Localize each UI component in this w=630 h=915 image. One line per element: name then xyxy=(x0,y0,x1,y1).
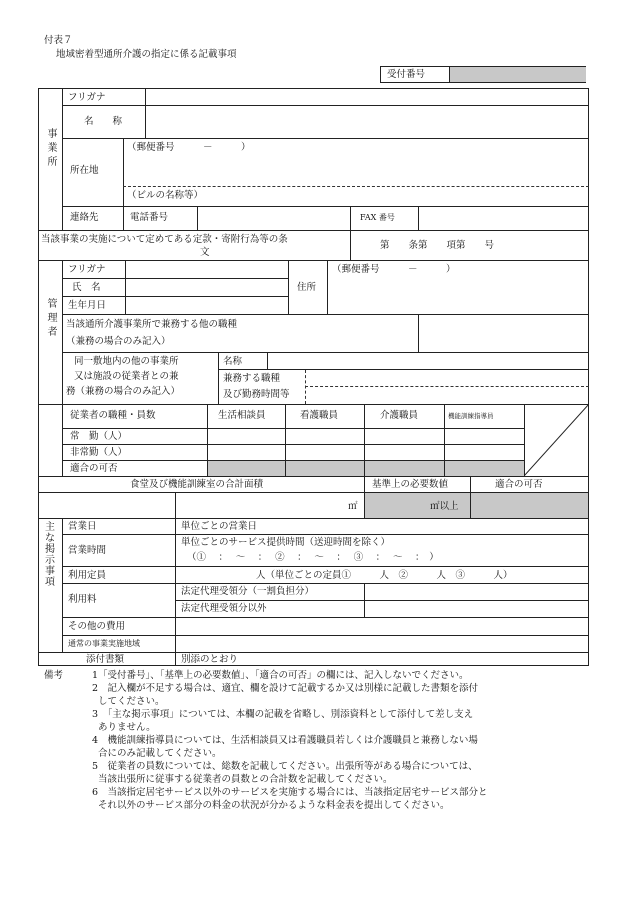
business-address-field[interactable] xyxy=(124,158,588,184)
notices-hours-desc: 単位ごとのサービス提供時間（送迎時間を除く） xyxy=(181,537,391,548)
manager-name-label: 氏 名 xyxy=(72,282,101,293)
remarks-line-9: 当該出張所に従事する従業者の員数との合計数を記載してください。 xyxy=(98,774,393,785)
manager-section-label: 管理者 xyxy=(45,298,56,340)
area-standard-label: 基準上の必要数値 xyxy=(372,479,449,490)
staff-col-caregiver: 介護職員 xyxy=(380,410,419,421)
area-min: ㎡以上 xyxy=(430,501,459,512)
staff-parttime-trainer[interactable] xyxy=(445,445,524,460)
remarks-line-6: 4 機能訓練指導員については、生活相談員又は看護職員若しくは介護職員と兼務しない場 xyxy=(92,735,478,746)
remarks-line-2: 2 記入欄が不足する場合は、適宜、欄を設けて記載するか又は別様に記載した書類を添付 xyxy=(92,683,479,694)
notices-fee-label: 利用料 xyxy=(68,594,97,605)
notices-hours-label: 営業時間 xyxy=(68,545,107,556)
staff-col-nurse: 看護職員 xyxy=(300,410,339,421)
business-address-label: 所在地 xyxy=(70,165,99,176)
notices-section-label: 主な掲示事項 xyxy=(45,522,55,588)
area-compliance-label: 適合の可否 xyxy=(495,479,543,490)
business-name-field[interactable] xyxy=(146,106,588,138)
business-furigana-label: フリガナ xyxy=(68,92,106,103)
staff-header: 従業者の職種・員数 xyxy=(70,410,156,421)
manager-other-role-line2: 及び勤務時間等 xyxy=(223,389,290,400)
page-title: 地域密着型通所介護の指定に係る記載事項 xyxy=(56,49,237,60)
notices-fee-other-field[interactable] xyxy=(365,601,588,617)
remarks-line-1: 1「受付番号」、「基準上の必要数値」、「適合の可否」の欄には、記入しないでください。 xyxy=(92,670,469,681)
manager-other-name-label: 名称 xyxy=(223,356,243,367)
staff-fulltime-counselor[interactable] xyxy=(208,429,285,444)
business-furigana-field[interactable] xyxy=(146,89,588,105)
area-label: 食堂及び機能訓練室の合計面積 xyxy=(130,479,264,490)
notices-area-served-field[interactable] xyxy=(176,636,588,652)
staff-parttime-nurse[interactable] xyxy=(286,445,364,460)
notices-fee-proxy-field[interactable] xyxy=(365,584,588,600)
business-fax-label: FAX 番号 xyxy=(360,213,395,222)
manager-concurrent-line1: 当該通所介護事業所で兼務する他の職種 xyxy=(66,319,238,330)
manager-other-role-field[interactable] xyxy=(306,370,588,403)
staff-compliance-shaded xyxy=(208,461,524,476)
staff-col-counselor: 生活相談員 xyxy=(218,410,266,421)
staff-row-compliance: 適合の可否 xyxy=(70,463,118,474)
notices-hours-slots[interactable]: （① ： ～ ： ② ： ～ ： ③ ： ～ ： ） xyxy=(187,552,439,563)
staff-fulltime-caregiver[interactable] xyxy=(365,429,444,444)
receipt-label: 受付番号 xyxy=(387,69,426,80)
business-phone-label: 電話番号 xyxy=(130,212,169,223)
remarks-line-11: それ以外のサービス部分の料金の状況が分かるような料金表を提出してください。 xyxy=(98,800,450,811)
business-name-label: 名 称 xyxy=(84,116,123,127)
staff-fulltime-trainer[interactable] xyxy=(445,429,524,444)
remarks-line-8: 5 従業者の員数については、総数を記載してください。出張所等がある場合については、 xyxy=(92,761,478,772)
staff-fulltime-nurse[interactable] xyxy=(286,429,364,444)
business-contact-label: 連絡先 xyxy=(70,212,99,223)
business-fax-field[interactable] xyxy=(419,207,588,230)
business-section-label: 事業所 xyxy=(45,128,56,170)
staff-row-parttime: 非常勤（人） xyxy=(70,447,128,458)
notices-fee-other: 法定代理受領分以外 xyxy=(181,603,267,614)
manager-concurrent-line2: （兼務の場合のみ記入） xyxy=(66,336,171,347)
remarks-line-7: 合にのみ記載してください。 xyxy=(98,748,222,759)
staff-row-fulltime: 常 勤（人） xyxy=(70,431,128,442)
manager-address-field[interactable] xyxy=(328,279,588,313)
manager-other-name-field[interactable] xyxy=(268,353,588,369)
manager-other-line1: 同一敷地内の他の事業所 xyxy=(74,356,179,367)
attachments-value: 別添のとおり xyxy=(181,654,239,665)
manager-address-label: 住所 xyxy=(297,282,317,293)
attachments-label: 添付書類 xyxy=(86,654,125,665)
business-building: （ビルの名称等） xyxy=(127,190,204,201)
receipt-number-field[interactable] xyxy=(449,67,586,82)
staff-parttime-counselor[interactable] xyxy=(208,445,285,460)
articles-label-line1: 当該事業の実施について定めてある定款・寄附行為等の条 xyxy=(41,234,288,245)
manager-postal: （郵便番号 － ） xyxy=(332,264,456,275)
manager-other-role-line1: 兼務する職種 xyxy=(223,373,281,384)
staff-diagonal xyxy=(524,404,589,476)
business-phone-field[interactable] xyxy=(198,207,350,230)
attachment-number: 付表７ xyxy=(44,35,73,46)
notices-capacity-label: 利用定員 xyxy=(68,570,107,581)
notices-business-days-label: 営業日 xyxy=(68,521,97,532)
remarks-line-4: 3 「主な掲示事項」については、本欄の記載を省略し、別添資料として添付して差し支え xyxy=(92,709,474,720)
notices-area-served-label: 通常の事業実施地域 xyxy=(68,639,140,648)
area-compliance-shaded xyxy=(471,493,588,518)
notices-capacity-desc[interactable]: 人（単位ごとの定員① 人 ② 人 ③ 人） xyxy=(256,570,513,581)
notices-business-days-desc: 単位ごとの営業日 xyxy=(181,521,258,532)
business-postal: （郵便番号 － ） xyxy=(127,142,251,153)
receipt-box xyxy=(380,66,586,83)
notices-fee-proxy: 法定代理受領分（一割負担分） xyxy=(181,586,315,597)
staff-parttime-caregiver[interactable] xyxy=(365,445,444,460)
remarks-line-5: ありません。 xyxy=(98,722,156,733)
remarks-line-3: してください。 xyxy=(98,696,165,707)
remarks-label: 備考 xyxy=(44,670,64,681)
manager-other-line3: 務（兼務の場合のみ記入） xyxy=(66,386,181,397)
manager-furigana-field[interactable] xyxy=(126,261,287,278)
area-total-field[interactable] xyxy=(176,493,346,518)
manager-name-field[interactable] xyxy=(126,279,287,296)
articles-values[interactable]: 第 条第 項第 号 xyxy=(380,240,495,251)
notices-other-costs-field[interactable] xyxy=(176,618,588,635)
manager-concurrent-field[interactable] xyxy=(419,315,588,352)
area-unit: ㎡ xyxy=(348,501,358,512)
notices-other-costs-label: その他の費用 xyxy=(68,621,126,632)
remarks-line-10: 6 当該指定居宅サービス以外のサービスを実施する場合には、当該指定居宅サービス部分と xyxy=(92,787,488,798)
manager-birth-label: 生年月日 xyxy=(68,300,107,311)
staff-col-trainer: 機能訓練指導員 xyxy=(448,412,494,420)
manager-birth-field[interactable] xyxy=(126,297,287,314)
manager-furigana-label: フリガナ xyxy=(68,264,106,275)
articles-label-line2: 文 xyxy=(200,247,210,258)
manager-other-line2: 又は施設の従業者との兼 xyxy=(74,371,179,382)
